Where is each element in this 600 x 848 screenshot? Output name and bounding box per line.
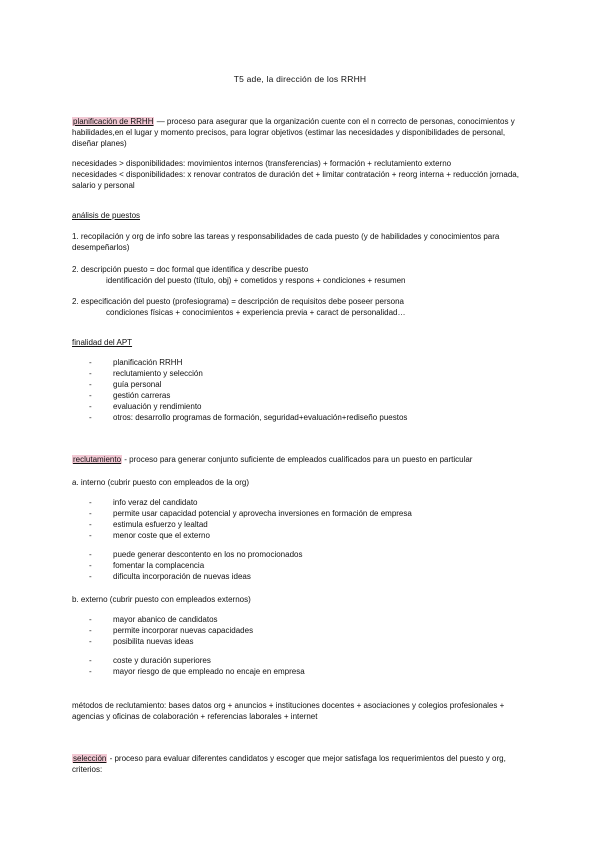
externo-lists	[72, 614, 530, 677]
planificacion-section	[72, 116, 530, 149]
list-item: - fomentar la complacencia	[72, 560, 530, 571]
externo-heading-text: b. externo (cubrir puesto con empleados externos)	[72, 595, 251, 604]
list-item: - permite usar capacidad potencial y aprovecha inversiones en formación de empresa	[72, 508, 530, 519]
analisis-item-1-text: 1. recopilación y org de info sobre las tareas y responsabilidades de cada puesto (y de habilidades y conocimientos para desempeñarlos)	[72, 232, 500, 252]
reclutamiento-definition	[72, 454, 530, 465]
externo-cons-list	[72, 655, 530, 677]
list-item: - permite incorporar nuevas capacidades	[72, 625, 530, 636]
reclutamiento-section	[72, 454, 530, 465]
interno-heading-text: a. interno (cubrir puesto con empleados de la org)	[72, 478, 249, 487]
seleccion-term: selección	[73, 754, 107, 763]
metodos-text: métodos de reclutamiento: bases datos org + anuncios + instituciones docentes + asociaciones y colegios profesionales + agencias y oficinas de colaboración + referencias laborales + internet	[72, 701, 505, 721]
list-item: - evaluación y rendimiento	[72, 401, 530, 412]
list-item: - menor coste que el externo	[72, 530, 530, 541]
seleccion-section	[72, 753, 530, 775]
list-item: - info veraz del candidato	[72, 497, 530, 508]
list-item: - coste y duración superiores	[72, 655, 530, 666]
reclutamiento-term: reclutamiento	[73, 455, 122, 464]
analisis-item-3-detail: condiciones físicas + conocimientos + experiencia previa + caract de personalidad…	[106, 308, 406, 317]
analisis-item-2-detail: identificación del puesto (título, obj) + cometidos y respons + condiciones + resumen	[106, 276, 406, 285]
finalidad-list-wrap	[72, 357, 530, 423]
analisis-item-3-line: 2. especificación del puesto (profesiograma) = descripción de requisitos debe poseer persona	[72, 297, 404, 306]
analisis-item-2	[72, 264, 530, 286]
list-item: - mayor riesgo de que empleado no encaje en empresa	[72, 666, 530, 677]
externo-heading	[72, 594, 530, 605]
interno-lists	[72, 497, 530, 582]
necesidades-menor: necesidades < disponibilidades: x renovar contratos de duración det + limitar contratación + reorg interna + reducción jornada, salario y personal	[72, 170, 519, 190]
list-item: - puede generar descontento en los no promocionados	[72, 549, 530, 560]
analisis-item-2-line: 2. descripción puesto = doc formal que identifica y describe puesto	[72, 265, 309, 274]
interno-pros-list	[72, 497, 530, 541]
externo-pros-list	[72, 614, 530, 647]
finalidad-list	[72, 357, 530, 423]
analisis-item-1	[72, 231, 530, 253]
metodos-reclutamiento	[72, 700, 530, 722]
list-item: - gestión carreras	[72, 390, 530, 401]
list-item: - estimula esfuerzo y lealtad	[72, 519, 530, 530]
interno-heading	[72, 477, 530, 488]
finalidad-heading	[72, 337, 530, 348]
list-item: - reclutamiento y selección	[72, 368, 530, 379]
reclutamiento-text: - proceso para generar conjunto suficiente de empleados cualificados para un puesto en particular	[122, 455, 473, 464]
seleccion-text: - proceso para evaluar diferentes candidatos y escoger que mejor satisfaga los requerimientos del puesto y org, criterios:	[72, 754, 506, 774]
list-item: - guía personal	[72, 379, 530, 390]
analisis-heading	[72, 210, 530, 221]
finalidad-heading-text: finalidad del APT	[72, 338, 133, 347]
analisis-heading-text: análisis de puestos	[72, 211, 141, 220]
planificacion-definition	[72, 116, 530, 149]
page-title: T5 ade, la dirección de los RRHH	[233, 74, 367, 84]
interno-cons-list	[72, 549, 530, 582]
analisis-item-3	[72, 296, 530, 318]
seleccion-definition	[72, 753, 530, 775]
list-item: - dificulta incorporación de nuevas ideas	[72, 571, 530, 582]
list-item: - posibilita nuevas ideas	[72, 636, 530, 647]
planificacion-term: planificación de RRHH	[73, 117, 154, 126]
necesidades-mayor: necesidades > disponibilidades: movimientos internos (transferencias) + formación + reclutamiento externo	[72, 159, 452, 168]
list-item: - mayor abanico de candidatos	[72, 614, 530, 625]
list-item: - otros: desarrollo programas de formación, seguridad+evaluación+rediseño puestos	[72, 412, 530, 423]
list-item: - planificación RRHH	[72, 357, 530, 368]
necesidades-notes	[72, 158, 530, 191]
planificacion-text: — proceso para asegurar que la organización cuente con el n correcto de personas, conocimientos y habilidades,en el lugar y momento precisos, para lograr objetivos (estimar las necesidades y disponibilidades de personal, diseñar planes)	[72, 117, 515, 148]
